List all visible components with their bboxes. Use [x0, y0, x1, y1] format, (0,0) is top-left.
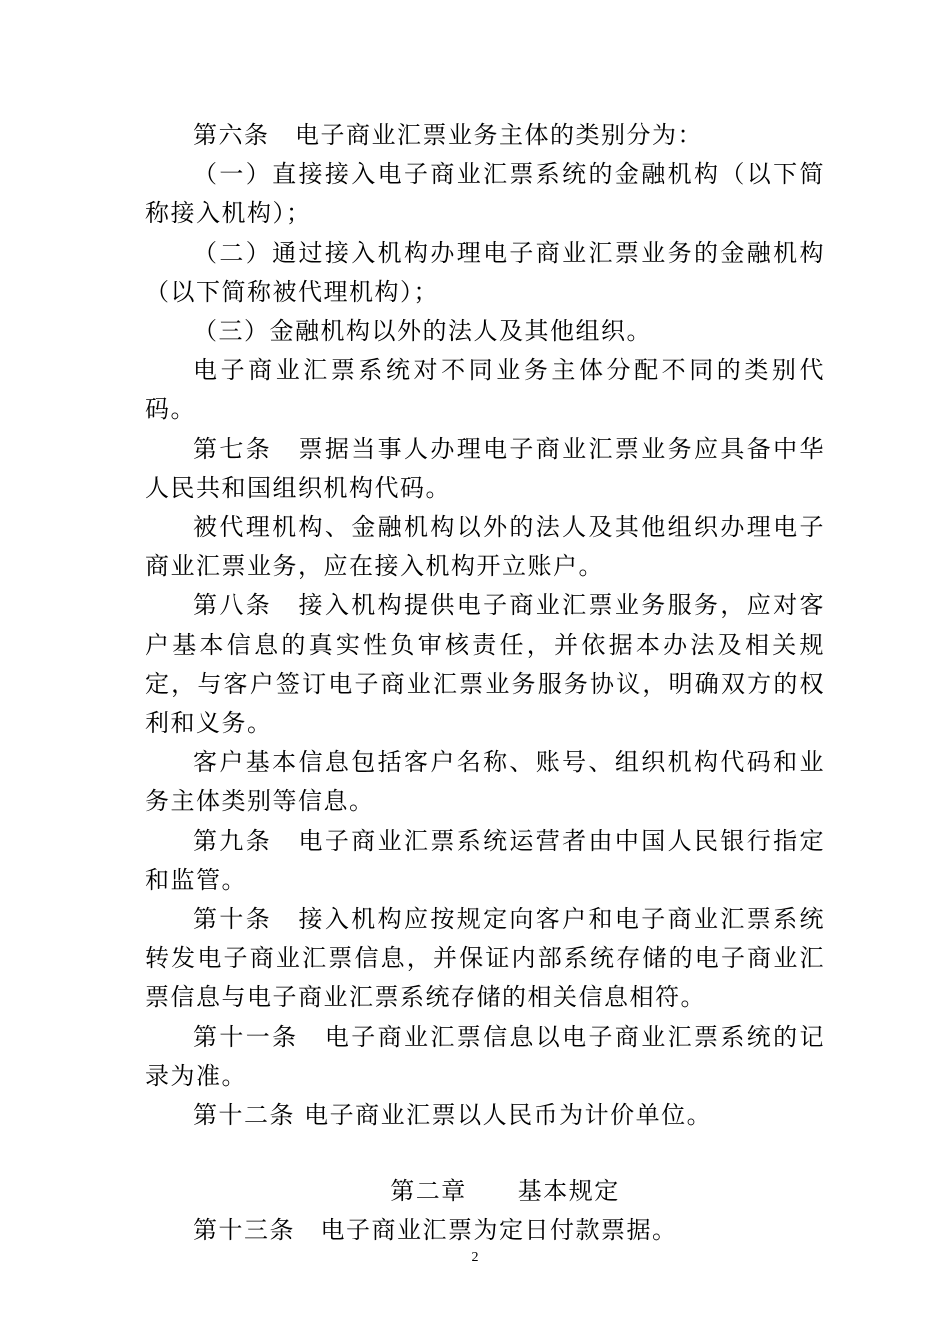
article-10-paragraph: 第十条 接入机构应按规定向客户和电子商业汇票系统转发电子商业汇票信息，并保证内部系统存储的电子商业汇票信息与电子商业汇票系统存储的相关信息相符。 — [145, 905, 825, 1012]
article-8-note: 客户基本信息包括客户名称、账号、组织机构代码和业务主体类别等信息。 — [145, 748, 825, 816]
article-6-paragraph: 第六条 电子商业汇票业务主体的类别分为： — [193, 121, 703, 149]
article-9-paragraph: 第九条 电子商业汇票系统运营者由中国人民银行指定和监管。 — [145, 826, 825, 894]
page-number: 2 — [471, 1250, 479, 1265]
article-13-paragraph: 第十三条 电子商业汇票为定日付款票据。 — [193, 1216, 678, 1245]
article-8-paragraph: 第八条 接入机构提供电子商业汇票业务服务，应对客户基本信息的真实性负审核责任，并依据本办法及相关规定，与客户签订电子商业汇票业务服务协议，明确双方的权利和义务。 — [145, 591, 825, 738]
article-6-item-3: （三）金融机构以外的法人及其他组织。 — [193, 317, 652, 346]
article-12-paragraph: 第十二条 电子商业汇票以人民币为计价单位。 — [193, 1101, 713, 1130]
chapter-heading: 第二章 基本规定 — [390, 1177, 620, 1206]
article-6-note: 电子商业汇票系统对不同业务主体分配不同的类别代码。 — [145, 356, 825, 424]
article-7-note: 被代理机构、金融机构以外的法人及其他组织办理电子商业汇票业务，应在接入机构开立账户。 — [145, 513, 825, 581]
article-6-item-1: （一）直接接入电子商业汇票系统的金融机构（以下简称接入机构）； — [145, 160, 825, 228]
document-body — [145, 116, 825, 1251]
article-7-paragraph: 第七条 票据当事人办理电子商业汇票业务应具备中华人民共和国组织机构代码。 — [145, 434, 825, 502]
article-6-item-2: （二）通过接入机构办理电子商业汇票业务的金融机构（以下简称被代理机构）； — [145, 238, 825, 306]
article-11-paragraph: 第十一条 电子商业汇票信息以电子商业汇票系统的记录为准。 — [145, 1022, 825, 1090]
